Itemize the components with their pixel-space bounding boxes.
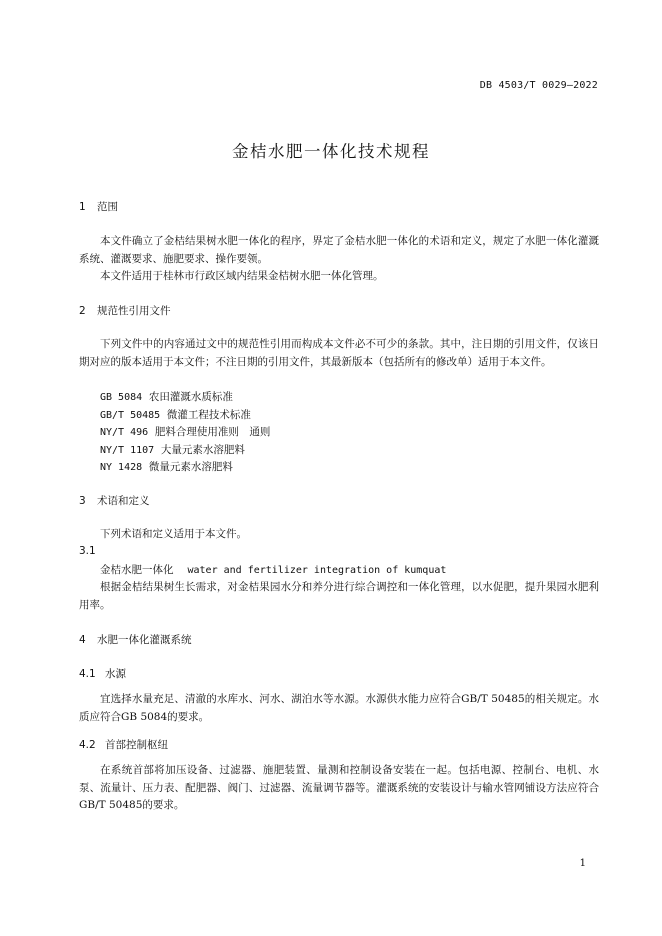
reference-name: 农田灌溉水质标准 [148, 391, 233, 403]
section-2-paragraph: 下列文件中的内容通过文中的规范性引用而构成本文件必不可少的条款。其中，注日期的引用文件，仅该日期对应的版本适用于本文件；不注日期的引用文件，其最新版本（包括所有的修改单）适用于本文件。 [79, 338, 599, 368]
section-4-number: 4 [79, 634, 86, 646]
reference-name: 肥料合理使用准则 通则 [154, 426, 271, 438]
reference-name: 大量元素水溶肥料 [160, 444, 245, 456]
section-3-title: 术语和定义 [97, 495, 150, 507]
document-number: DB 4503/T 0029—2022 [479, 80, 598, 91]
reference-item [100, 407, 251, 422]
reference-code: NY/T 1107 [100, 445, 155, 456]
section-4-2-paragraph: 在系统首部将加压设备、过滤器、施肥装置、量测和控制设备安装在一起。包括电源、控制台、电机、水泵、流量计、压力表、配肥器、阀门、过滤器、流量调节器等。灌溉系统的安装设计与输水管网铺设方法应符合GB/T 50485的要求。 [79, 764, 599, 811]
section-4-1-title: 水源 [105, 668, 126, 680]
section-1-paragraph-1: 本文件确立了金桔结果树水肥一体化的程序，界定了金桔水肥一体化的术语和定义，规定了水肥一体化灌溉系统、灌溉要求、施肥要求、操作要领。 [79, 235, 599, 265]
section-4-1-heading [79, 666, 126, 681]
section-4-1-number: 4.1 [79, 668, 96, 680]
section-3-heading [79, 493, 150, 508]
section-4-heading [79, 632, 192, 647]
section-4-title: 水肥一体化灌溉系统 [97, 634, 192, 646]
reference-name: 微量元素水溶肥料 [148, 461, 233, 473]
section-1-title: 范围 [97, 201, 118, 213]
reference-item [100, 442, 245, 457]
section-2-heading [79, 303, 171, 318]
section-4-1-paragraph: 宜选择水量充足、清澈的水库水、河水、湖泊水等水源。水源供水能力应符合GB/T 50485的相关规定。水质应符合GB 5084的要求。 [79, 693, 599, 723]
section-1-number: 1 [79, 201, 86, 213]
reference-code: GB 5084 [100, 392, 143, 403]
section-1-heading [79, 199, 118, 214]
reference-item [100, 389, 233, 404]
reference-code: NY/T 496 [100, 427, 149, 438]
reference-item [100, 424, 270, 439]
page-number: 1 [579, 858, 586, 869]
section-4-2-number: 4.2 [79, 739, 96, 751]
document-title: 金桔水肥一体化技术规程 [232, 142, 430, 161]
reference-code: GB/T 50485 [100, 410, 161, 421]
reference-item [100, 459, 233, 474]
term-definition: 根据金桔结果树生长需求，对金桔果园水分和养分进行综合调控和一体化管理，以水促肥，提升果园水肥利用率。 [79, 581, 599, 611]
term-number: 3.1 [79, 545, 96, 557]
reference-code: NY 1428 [100, 462, 143, 473]
section-1-paragraph-2: 本文件适用于桂林市行政区域内结果金桔树水肥一体化管理。 [100, 270, 384, 282]
section-4-2-title: 首部控制枢纽 [105, 739, 168, 751]
reference-name: 微灌工程技术标准 [166, 409, 251, 421]
term-chinese: 金桔水肥一体化 [100, 564, 174, 576]
section-3-number: 3 [79, 495, 86, 507]
section-2-title: 规范性引用文件 [97, 305, 171, 317]
term-english: water and fertilizer integration of kumquat [187, 565, 447, 576]
section-4-2-heading [79, 737, 168, 752]
section-2-number: 2 [79, 305, 86, 317]
section-3-intro: 下列术语和定义适用于本文件。 [100, 528, 247, 540]
term-entry [100, 562, 446, 577]
